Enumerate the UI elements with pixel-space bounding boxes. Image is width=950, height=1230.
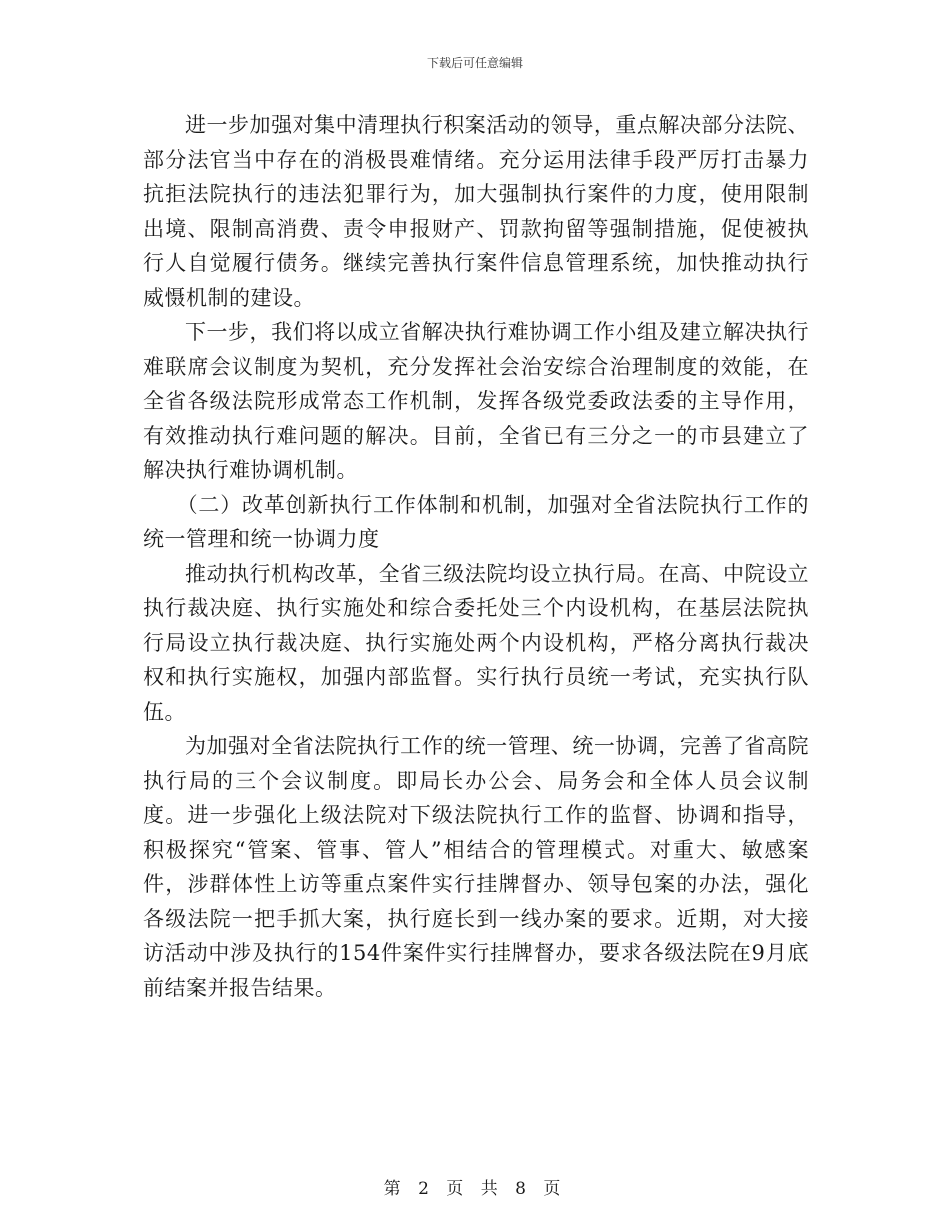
body-paragraph-1: 进一步加强对集中清理执行积案活动的领导，重点解决部分法院、部分法官当中存在的消极畏难情绪。充分运用法律手段严厉打击暴力抗拒法院执行的违法犯罪行为，加大强制执行案件的力度，使用限制出境、限制高消费、责令申报财产、罚款拘留等强制措施，促使被执行人自觉履行债务。继续完善执行案件信息管理系统，加快推动执行威慑机制的建设。 [143, 113, 809, 310]
body-paragraph-4: 为加强对全省法院执行工作的统一管理、统一协调，完善了省高院执行局的三个会议制度。即局长办公会、局务会和全体人员会议制度。进一步强化上级法院对下级法院执行工作的监督、协调和指导，积极探究“管案、管事、管人”相结合的管理模式。对重大、敏感案件，涉群体性上访等重点案件实行挂牌督办、领导包案的办法，强化各级法院一把手抓大案，执行庭长到一线办案的要求。近期，对大接访活动中涉及执行的154件案件实行挂牌督办，要求各级法院在9月底前结案并报告结果。 [143, 734, 809, 1000]
page-header-note: 下载后可任意编辑 [426, 56, 523, 70]
page-number: 第 2 页 共 8 页 [383, 1179, 567, 1199]
body-paragraph-3: 推动执行机构改革，全省三级法院均设立执行局。在高、中院设立执行裁决庭、执行实施处和综合委托处三个内设机构，在基层法院执行局设立执行裁决庭、执行实施处两个内设机构，严格分离执行裁决权和执行实施权，加强内部监督。实行执行员统一考试，充实执行队伍。 [143, 561, 809, 724]
section-heading: （二）改革创新执行工作体制和机制，加强对全省法院执行工作的统一管理和统一协调力度 [143, 492, 809, 551]
body-paragraph-2: 下一步，我们将以成立省解决执行难协调工作小组及建立解决执行难联席会议制度为契机，充分发挥社会治安综合治理制度的效能，在全省各级法院形成常态工作机制，发挥各级党委政法委的主导作用，有效推动执行难问题的解决。目前，全省已有三分之一的市县建立了解决执行难协调机制。 [143, 320, 809, 482]
document-body [143, 108, 809, 1005]
